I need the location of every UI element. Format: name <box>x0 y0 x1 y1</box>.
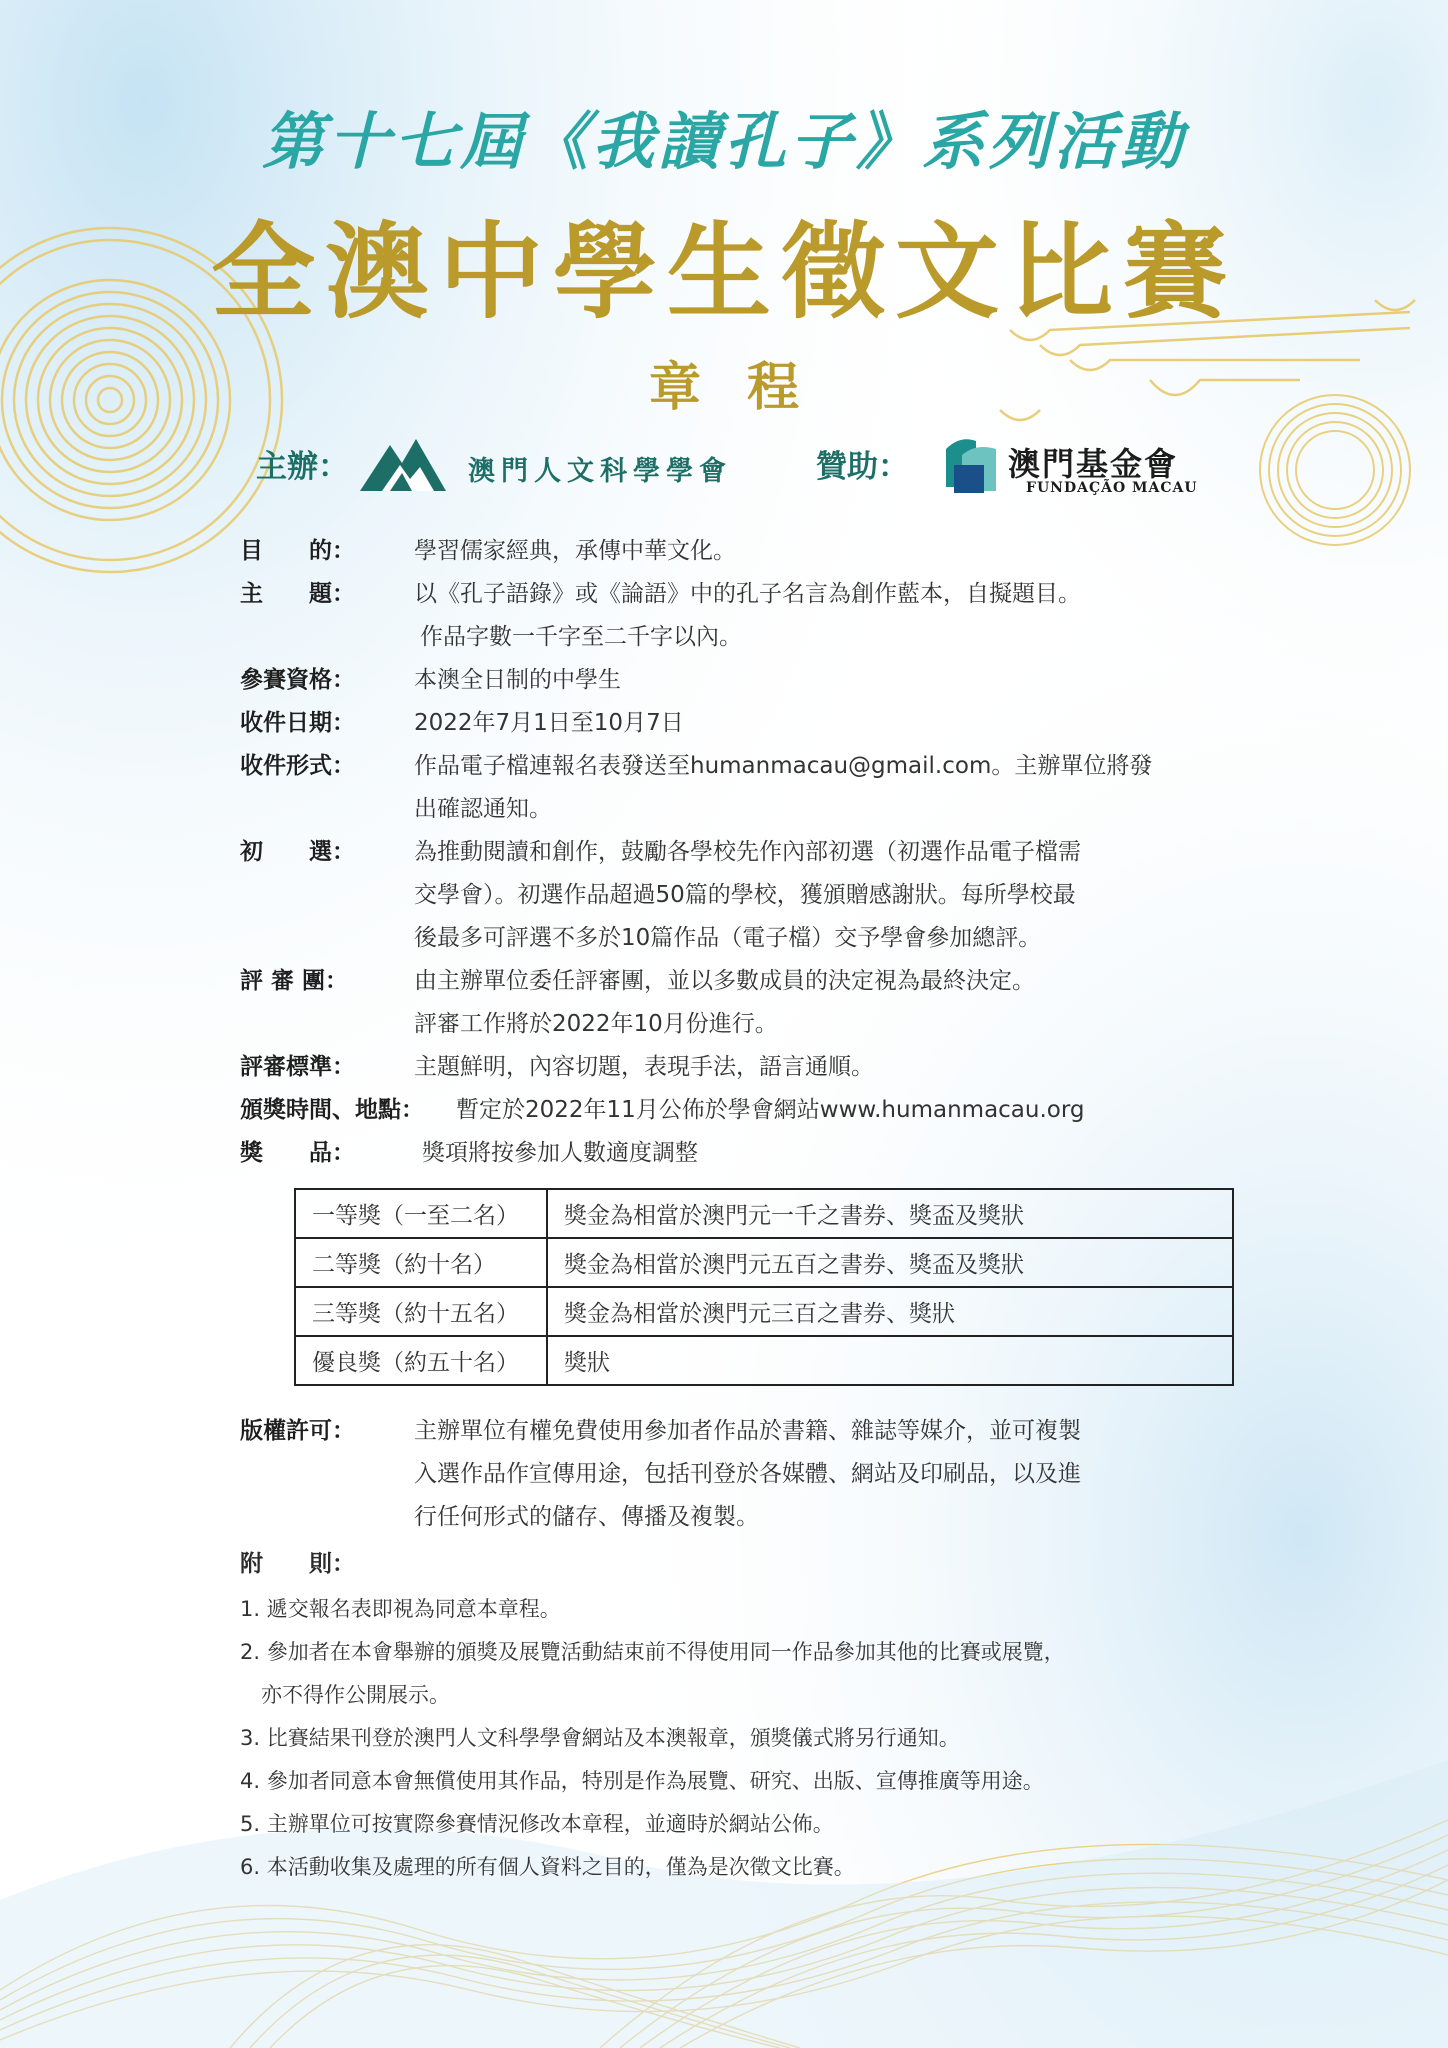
ceremony-value: 暫定於2022年11月公佈於學會網站www.humanmacau.org <box>456 1097 1085 1123</box>
rule-copyright <box>240 1410 1260 1539</box>
sponsor-label: 贊助： <box>816 449 909 485</box>
sponsor-name-pt: FUNDAÇÃO MACAU <box>1026 480 1198 496</box>
rule-eligibility <box>240 659 1260 702</box>
list-item: 3. 比賽結果刊登於澳門人文科學學會網站及本澳報章，頒獎儀式將另行通知。 <box>240 1726 960 1750</box>
rule-submission-format <box>240 745 1260 831</box>
appendix-list <box>240 1588 1065 1889</box>
award-name: 三等獎（約十五名） <box>295 1287 547 1336</box>
organizers-bar <box>256 435 1256 505</box>
rule-judges <box>240 960 1260 1046</box>
rule-label: 初 選： <box>240 839 355 865</box>
rule-value: 由主辦單位委任評審團，並以多數成員的決定視為最終決定。 評審工作將於2022年10月份進行。 <box>414 968 1035 1037</box>
foundation-logo-icon <box>940 435 1002 493</box>
award-desc: 獎金為相當於澳門元五百之書券、獎盃及獎狀 <box>547 1238 1233 1287</box>
rule-criteria <box>240 1046 1260 1089</box>
award-desc: 獎狀 <box>547 1336 1233 1385</box>
rule-submission-dates <box>240 702 1260 745</box>
award-desc: 獎金為相當於澳門元三百之書券、獎狀 <box>547 1287 1233 1336</box>
host-name: 澳門人文科學學會 <box>468 456 732 487</box>
table-row <box>295 1287 1233 1336</box>
rule-ceremony <box>240 1089 1260 1132</box>
prizes-label: 獎 品： <box>240 1140 355 1166</box>
rule-label: 主 題： <box>240 581 355 607</box>
page-title: 全澳中學生徵文比賽 <box>210 210 1237 333</box>
rule-theme <box>240 573 1260 659</box>
ceremony-label: 頒獎時間、地點： <box>240 1097 424 1123</box>
rule-preliminary <box>240 831 1260 960</box>
rule-prizes <box>240 1132 1260 1175</box>
table-row <box>295 1238 1233 1287</box>
appendix-title: 附 則： <box>240 1551 355 1577</box>
event-subtitle: 第十七屆《我讀孔子》系列活動 <box>261 105 1186 178</box>
rule-label: 評審標準： <box>240 1054 355 1080</box>
copyright-label: 版權許可： <box>240 1418 355 1444</box>
list-item: 6. 本活動收集及處理的所有個人資料之目的，僅為是次徵文比賽。 <box>240 1855 855 1879</box>
rule-value: 本澳全日制的中學生 <box>414 667 621 693</box>
rule-label: 參賽資格： <box>240 667 355 693</box>
award-name: 二等獎（約十名） <box>295 1238 547 1287</box>
awards-table <box>294 1188 1234 1386</box>
rule-value: 學習儒家經典，承傳中華文化。 <box>414 538 736 564</box>
rule-label: 目 的： <box>240 538 355 564</box>
rule-label: 收件日期： <box>240 710 355 736</box>
host-label: 主辦： <box>256 449 349 485</box>
rule-label: 評 審 團： <box>240 968 349 994</box>
list-item: 5. 主辦單位可按實際參賽情況修改本章程，並適時於網站公佈。 <box>240 1812 834 1836</box>
award-name: 一等獎（一至二名） <box>295 1189 547 1238</box>
table-row <box>295 1189 1233 1238</box>
rule-value: 為推動閱讀和創作，鼓勵各學校先作內部初選（初選作品電子檔需 交學會）。初選作品超過50篇的學校，獲頒贈感謝狀。每所學校最 後最多可評選不多於10篇作品（電子檔）交予學會參加總評。 <box>414 839 1081 951</box>
table-row <box>295 1336 1233 1385</box>
rule-value: 2022年7月1日至10月7日 <box>414 710 684 736</box>
award-name: 優良獎（約五十名） <box>295 1336 547 1385</box>
rule-value: 主題鮮明，內容切題，表現手法，語言通順。 <box>414 1054 874 1080</box>
prizes-note: 獎項將按參加人數適度調整 <box>422 1140 698 1166</box>
list-item: 2. 參加者在本會舉辦的頒獎及展覽活動結束前不得使用同一作品參加其他的比賽或展覽， <box>240 1640 1065 1664</box>
rule-label: 收件形式： <box>240 753 355 779</box>
list-item: 4. 參加者同意本會無償使用其作品，特別是作為展覽、研究、出版、宣傳推廣等用途。 <box>240 1769 1044 1793</box>
charter-heading: 章程 <box>648 357 845 418</box>
sponsor-name: 澳門基金會 <box>1008 445 1179 483</box>
list-item: 1. 遞交報名表即視為同意本章程。 <box>240 1597 561 1621</box>
mountain-logo-icon <box>360 435 446 491</box>
list-item: 亦不得作公開展示。 <box>240 1683 450 1707</box>
award-desc: 獎金為相當於澳門元一千之書券、獎盃及獎狀 <box>547 1189 1233 1238</box>
rule-purpose <box>240 530 1260 573</box>
rule-value: 以《孔子語錄》或《論語》中的孔子名言為創作藍本，自擬題目。 作品字數一千字至二千字以內。 <box>414 581 1081 650</box>
rule-value: 作品電子檔連報名表發送至humanmacau@gmail.com。主辦單位將發 出確認通知。 <box>414 753 1153 822</box>
copyright-value: 主辦單位有權免費使用參加者作品於書籍、雜誌等媒介，並可複製 入選作品作宣傳用途，包括刊登於各媒體、網站及印刷品，以及進 行任何形式的儲存、傳播及複製。 <box>414 1418 1081 1530</box>
